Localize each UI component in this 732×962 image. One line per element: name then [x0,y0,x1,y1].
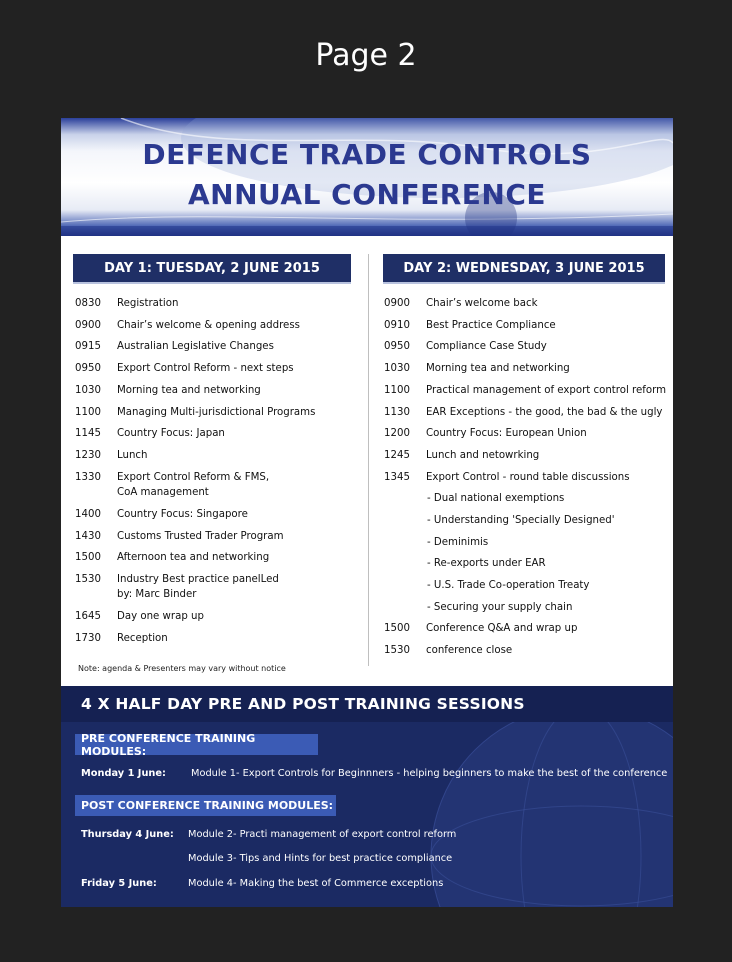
banner-title-line1: DEFENCE TRADE CONTROLS [142,138,592,171]
session-day: Friday 5 June: [81,878,157,889]
post-conference-label: POST CONFERENCE TRAINING MODULES: [75,795,336,816]
agenda-time: 1500 [384,623,410,634]
agenda-time: 1100 [384,385,410,396]
agenda-time: 0900 [75,320,101,331]
agenda-time: 1030 [75,385,101,396]
pre-conference-label: PRE CONFERENCE TRAINING MODULES: [75,734,318,755]
day2-header: DAY 2: WEDNESDAY, 3 JUNE 2015 [383,254,665,284]
agenda-description: Lunch [117,450,148,461]
discussion-topic: - Understanding 'Specially Designed' [427,515,615,526]
agenda-time: 1530 [384,645,410,656]
session-module: Module 1- Export Controls for Beginnners - helping beginners to make the best of the conference [191,768,668,779]
agenda-description: Country Focus: European Union [426,428,587,439]
agenda-time: 1430 [75,531,101,542]
agenda-description: Export Control Reform & FMS, CoA management [117,472,270,498]
discussion-topic: - Dual national exemptions [427,493,565,504]
agenda-description: Afternoon tea and networking [117,552,270,563]
session-module: Module 4- Making the best of Commerce exceptions [188,878,444,889]
agenda-time: 0910 [384,320,410,331]
agenda-time: 1100 [75,407,101,418]
agenda-time: 1530 [75,574,101,585]
agenda-description: Compliance Case Study [426,341,547,352]
agenda-time: 1130 [384,407,410,418]
session-module: Module 2- Practi management of export control reform [188,829,457,840]
agenda-time: 1500 [75,552,101,563]
page-heading: Page 2 [315,38,417,73]
agenda-time: 1345 [384,472,410,483]
training-title: 4 X HALF DAY PRE AND POST TRAINING SESSIONS [81,695,525,713]
agenda-time: 1245 [384,450,410,461]
agenda-description: Conference Q&A and wrap up [426,623,578,634]
agenda-time: 1330 [75,472,101,483]
agenda-time: 1145 [75,428,101,439]
agenda-description: Managing Multi-jurisdictional Programs [117,407,316,418]
agenda-time: 1230 [75,450,101,461]
agenda-time: 0900 [384,298,410,309]
agenda-description: Chair’s welcome & opening address [117,320,300,331]
session-day: Thursday 4 June: [81,829,174,840]
agenda-time: 0950 [75,363,101,374]
conference-banner [61,118,673,236]
agenda-description: Morning tea and networking [426,363,570,374]
agenda-description: Export Control Reform - next steps [117,363,294,374]
agenda-time: 0950 [384,341,410,352]
discussion-topic: - U.S. Trade Co-operation Treaty [427,580,590,591]
agenda-description: Morning tea and networking [117,385,261,396]
agenda-description: Australian Legislative Changes [117,341,274,352]
flyer-page [61,118,673,907]
globe-banner-graphic [61,118,673,236]
agenda-time: 0915 [75,341,101,352]
agenda-description: Best Practice Compliance [426,320,556,331]
agenda-description: Country Focus: Singapore [117,509,248,520]
agenda-time: 1730 [75,633,101,644]
agenda-time: 1030 [384,363,410,374]
day1-header: DAY 1: TUESDAY, 2 JUNE 2015 [73,254,351,284]
agenda-description: Lunch and netowrking [426,450,540,461]
agenda-note: Note: agenda & Presenters may vary without notice [78,664,286,673]
discussion-topic: - Securing your supply chain [427,602,573,613]
agenda-time: 1645 [75,611,101,622]
discussion-topic: - Deminimis [427,537,489,548]
discussion-topic: - Re-exports under EAR [427,558,546,569]
agenda-description: Day one wrap up [117,611,204,622]
column-divider [368,254,369,666]
agenda-description: Industry Best practice panelLed by: Marc Binder [117,574,279,600]
agenda-description: Country Focus: Japan [117,428,225,439]
agenda-description: Customs Trusted Trader Program [117,531,284,542]
agenda-time: 1200 [384,428,410,439]
agenda-time: 0830 [75,298,101,309]
agenda-description: conference close [426,645,513,656]
session-day: Monday 1 June: [81,768,166,779]
agenda-description: Export Control - round table discussions [426,472,630,483]
banner-title-line2: ANNUAL CONFERENCE [187,178,546,211]
agenda-description: Registration [117,298,179,309]
agenda-description: Chair’s welcome back [426,298,538,309]
agenda-description: EAR Exceptions - the good, the bad & the ugly [426,407,663,418]
agenda-description: Reception [117,633,168,644]
training-sessions-panel [61,686,673,907]
agenda-description: Practical management of export control reform [426,385,667,396]
session-module: Module 3- Tips and Hints for best practice compliance [188,853,453,864]
agenda-time: 1400 [75,509,101,520]
